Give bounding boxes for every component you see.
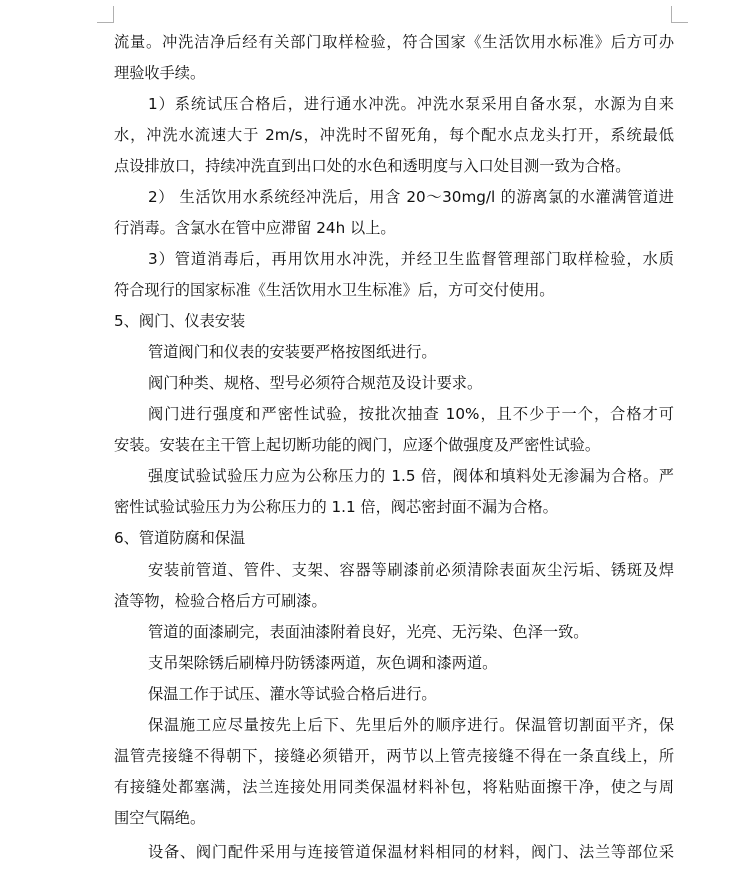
body-text-line: 安装前管道、管件、支架、容器等刷漆前必须清除表面灰尘污垢、锈斑及焊 [148, 561, 674, 579]
body-text-line: 3）管道消毒后，再用饮用水冲洗，并经卫生监督管理部门取样检验，水质 [148, 250, 674, 268]
body-text-line: 2） 生活饮用水系统经冲洗后，用含 20～30mg/l 的游离氯的水灌满管道进 [148, 188, 674, 206]
body-text-line: 行消毒。含氯水在管中应滞留 24h 以上。 [114, 219, 396, 237]
crop-mark-top-left [97, 6, 114, 23]
crop-mark-top-right [671, 6, 688, 23]
body-text-line: 安装。安装在主干管上起切断功能的阀门，应逐个做强度及严密性试验。 [114, 436, 600, 454]
section-heading: 6、管道防腐和保温 [114, 529, 246, 547]
body-text-line: 点设排放口，持续冲洗直到出口处的水色和透明度与入口处目测一致为合格。 [114, 157, 631, 175]
body-text-line: 保温施工应尽量按先上后下、先里后外的顺序进行。保温管切割面平齐，保 [148, 716, 674, 734]
body-text-line: 围空气隔绝。 [114, 809, 206, 827]
body-text-line: 渣等物，检验合格后方可刷漆。 [114, 592, 327, 610]
body-text-line: 水，冲洗水流速大于 2m/s，冲洗时不留死角，每个配水点龙头打开，系统最低 [114, 126, 674, 144]
body-text-line: 管道的面漆刷完，表面油漆附着良好，光亮、无污染、色泽一致。 [148, 623, 589, 641]
body-text-line: 强度试验试验压力应为公称压力的 1.5 倍，阀体和填料处无渗漏为合格。严 [148, 467, 674, 485]
body-text-line: 支吊架除锈后刷樟丹防锈漆两道，灰色调和漆两道。 [148, 654, 498, 672]
section-heading: 5、阀门、仪表安装 [114, 312, 246, 330]
body-text-line: 有接缝处都塞满，法兰连接处用同类保温材料补包，将粘贴面擦干净，使之与周 [114, 778, 674, 796]
body-text-line: 理验收手续。 [114, 64, 206, 82]
body-text-line: 管道阀门和仪表的安装要严格按图纸进行。 [148, 343, 437, 361]
body-text-line: 阀门进行强度和严密性试验，按批次抽查 10%，且不少于一个，合格才可 [148, 405, 674, 423]
body-text-line: 密性试验试验压力为公称压力的 1.1 倍，阀芯密封面不漏为合格。 [114, 498, 558, 516]
body-text-line: 温管壳接缝不得朝下，接缝必须错开，两节以上管壳接缝不得在一条直线上，所 [114, 747, 674, 765]
body-text-line: 阀门种类、规格、型号必须符合规范及设计要求。 [148, 374, 483, 392]
body-text-line: 设备、阀门配件采用与连接管道保温材料相同的材料，阀门、法兰等部位采 [148, 843, 674, 861]
body-text-line: 流量。冲洗洁净后经有关部门取样检验，符合国家《生活饮用水标准》后方可办 [114, 33, 674, 51]
body-text-line: 符合现行的国家标准《生活饮用水卫生标准》后，方可交付使用。 [114, 281, 555, 299]
body-text-line: 保温工作于试压、灌水等试验合格后进行。 [148, 685, 437, 703]
body-text-line: 1）系统试压合格后，进行通水冲洗。冲洗水泵采用自备水泵，水源为自来 [148, 95, 674, 113]
